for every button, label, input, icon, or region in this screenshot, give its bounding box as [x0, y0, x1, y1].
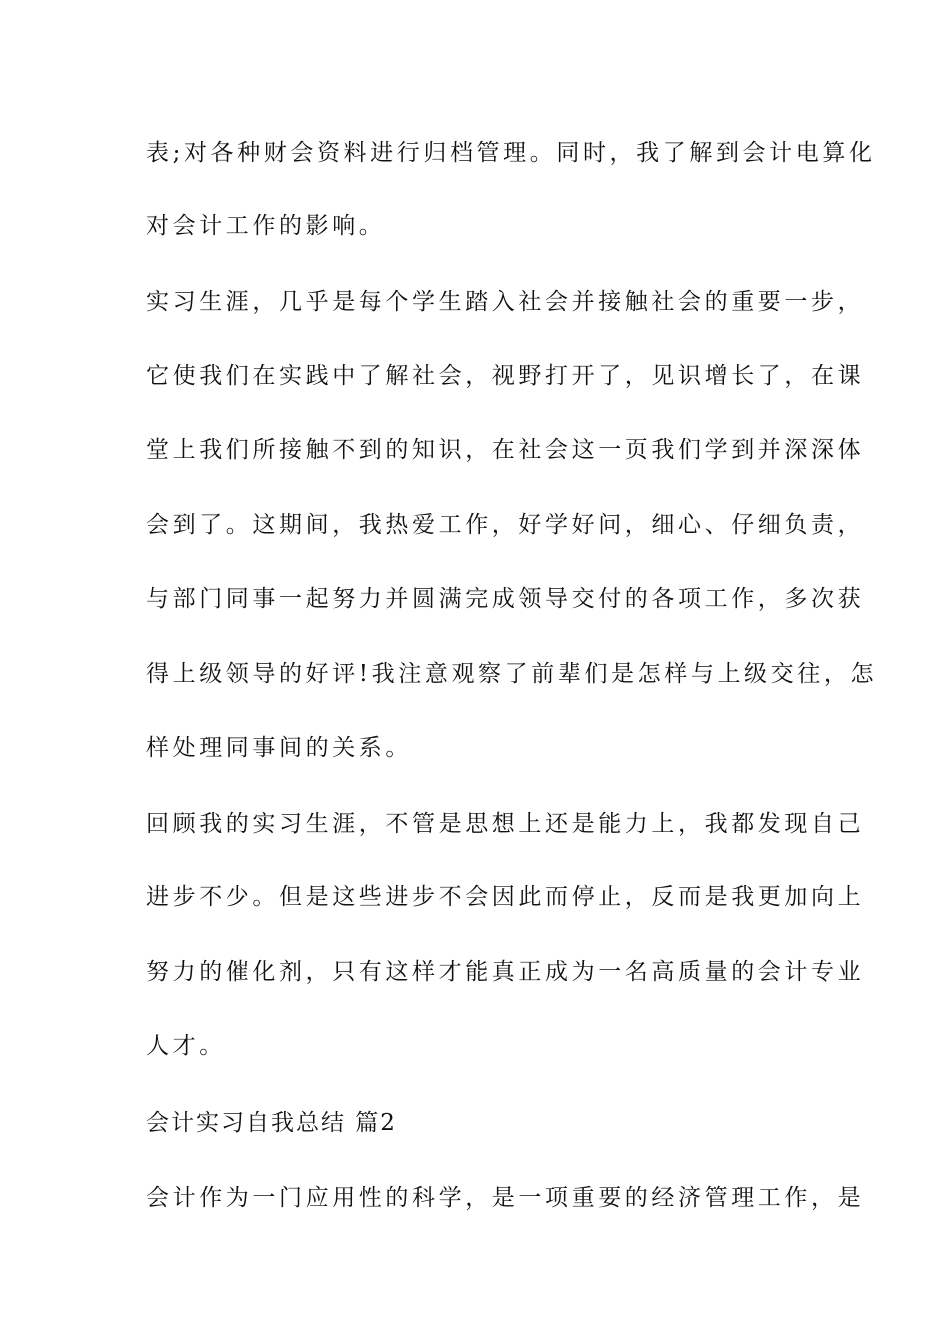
text-line-9: 样处理同事间的关系。: [146, 735, 412, 761]
text-line-11: 进步不少。但是这些进步不会因此而停止，反而是我更加向上: [146, 884, 865, 910]
text-line-7: 与部门同事一起努力并圆满完成领导交付的各项工作，多次获: [146, 586, 865, 612]
text-line-13: 人才。: [146, 1033, 226, 1059]
text-line-5: 堂上我们所接触不到的知识，在社会这一页我们学到并深深体: [146, 437, 865, 463]
text-line-6: 会到了。这期间，我热爱工作，好学好问，细心、仔细负责，: [146, 512, 865, 538]
text-line-8: 得上级领导的好评!我注意观察了前辈们是怎样与上级交往，怎: [146, 661, 878, 687]
text-line-4: 它使我们在实践中了解社会，视野打开了，见识增长了，在课: [146, 363, 865, 389]
text-line-14: 会计作为一门应用性的科学，是一项重要的经济管理工作，是: [146, 1185, 865, 1211]
text-line-2: 对会计工作的影响。: [146, 213, 386, 239]
text-line-10: 回顾我的实习生涯，不管是思想上还是能力上，我都发现自己: [146, 811, 865, 837]
section-heading: 会计实习自我总结 篇2: [146, 1110, 397, 1136]
text-line-12: 努力的催化剂，只有这样才能真正成为一名高质量的会计专业: [146, 959, 865, 985]
text-line-1: 表;对各种财会资料进行归档管理。同时，我了解到会计电算化: [146, 140, 876, 166]
text-line-3: 实习生涯，几乎是每个学生踏入社会并接触社会的重要一步，: [146, 289, 865, 315]
